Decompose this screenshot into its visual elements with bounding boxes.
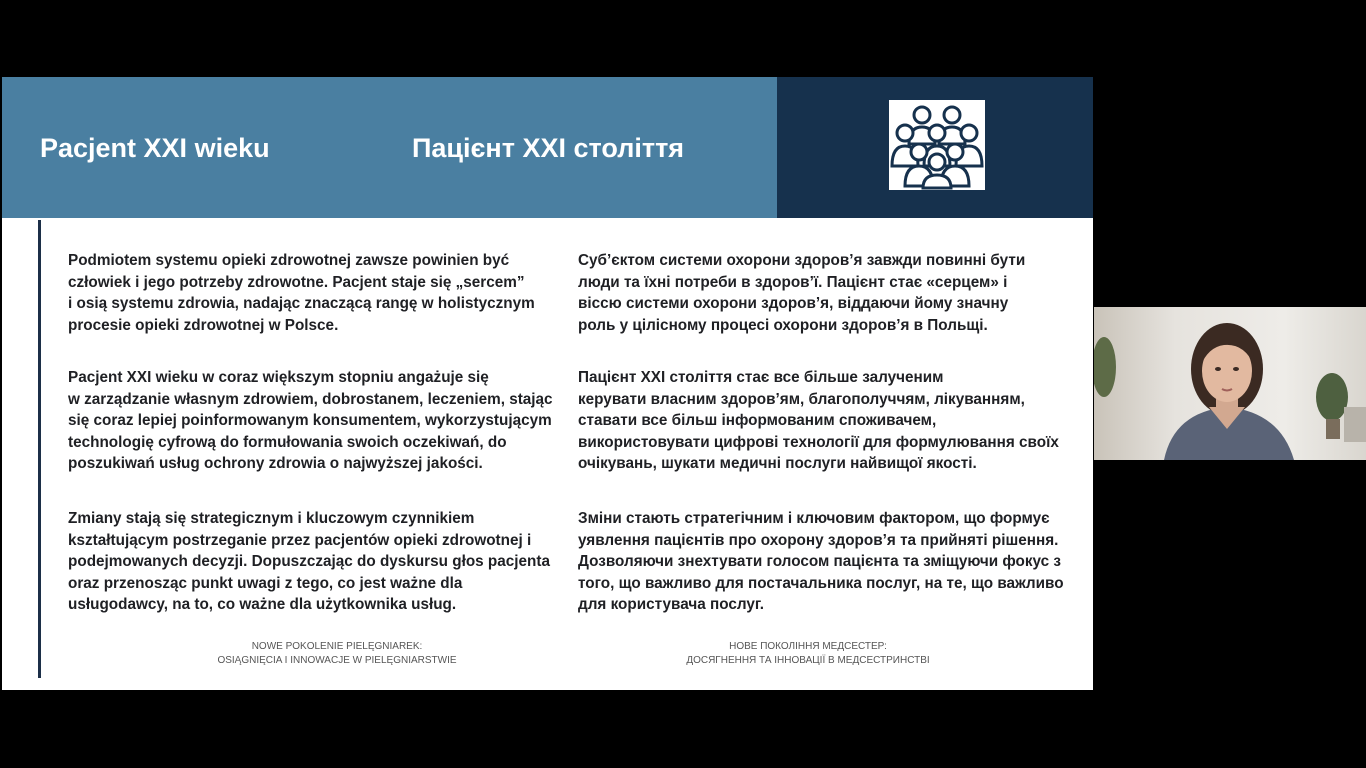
polish-paragraph-2: Pacjent XXI wieku w coraz większym stopniu angażuje się w zarządzanie własnym zdrowiem, dobrostanem, leczeniem, stając się coraz lepiej poinformowanym konsumentem, wykorzystującym technologię cyfrową do formułowania swoich oczekiwań, do poszukiwań usług ochrony zdrowia o najwyższej jakości. — [68, 369, 553, 472]
footer-polish — [187, 640, 487, 668]
slide-divider-line — [38, 220, 41, 678]
people-group-icon — [889, 100, 985, 190]
presentation-slide — [2, 77, 1093, 690]
footer-polish-line-2: OSIĄGNIĘCIA I INNOWACJE W PIELĘGNIARSTWIE — [217, 655, 457, 666]
footer-ukrainian-line-1: НОВЕ ПОКОЛІННЯ МЕДСЕСТЕР: — [729, 641, 887, 652]
polish-paragraph-3: Zmiany stają się strategicznym i kluczowym czynnikiem kształtującym postrzeganie przez pacjentów opieki zdrowotnej i podejmowanych decyzji. Dopuszczając do dyskursu głos pacjenta oraz przenosząc punkt uwagi z tego, co jest ważne dla usługodawcy, na to, co ważne dla użytkownika usług. — [68, 510, 550, 613]
ukrainian-paragraph-2: Пацієнт XXI століття стає все більше залученим керувати власним здоров’ям, благополуччям, лікуванням, ставати все більш інформованим споживачем, використовувати цифрові технології для формулювання своїх очікувань, шукати медичні послуги найвищої якості. — [578, 369, 1059, 472]
footer-ukrainian-line-2: ДОСЯГНЕННЯ ТА ІННОВАЦІЇ В МЕДСЕСТРИНСТВІ — [686, 655, 930, 666]
footer-polish-line-1: NOWE POKOLENIE PIELĘGNIAREK: — [251, 641, 423, 652]
ukrainian-paragraph-1: Суб’єктом системи охорони здоров’я завжди повинні бути люди та їхні потреби в здоров’ї. Пацієнт стає «серцем» і віссю системи охорони здоров’я, віддаючи йому значну роль у цілісному процесі охорони здоров’я в Польщі. — [578, 252, 1026, 334]
slide-title-ukrainian: Пацієнт XXI століття — [412, 133, 685, 163]
slide-title-polish: Pacjent XXI wieku — [40, 133, 270, 163]
footer-ukrainian — [658, 640, 958, 668]
ukrainian-paragraph-3: Зміни стають стратегічним і ключовим фактором, що формує уявлення пацієнтів про охорону здоров’я та прийняті рішення. Дозволяючи знехтувати голосом пацієнта та зміщуючи фокус з того, що важливо для постачальника послуг, на те, що важливо для користувача послуг. — [578, 510, 1064, 613]
slide-header — [2, 77, 777, 218]
ukrainian-text-column — [578, 250, 1083, 613]
polish-paragraph-1: Podmiotem systemu opieki zdrowotnej zawsze powinien być człowiek i jego potrzeby zdrowotne. Pacjent staje się „sercem” i osią systemu zdrowia, nadając znaczącą rangę w holistycznym procesie opieki zdrowotnej w Polsce. — [68, 252, 535, 334]
participant-video-feed[interactable] — [1094, 307, 1366, 460]
polish-text-column — [68, 250, 573, 613]
